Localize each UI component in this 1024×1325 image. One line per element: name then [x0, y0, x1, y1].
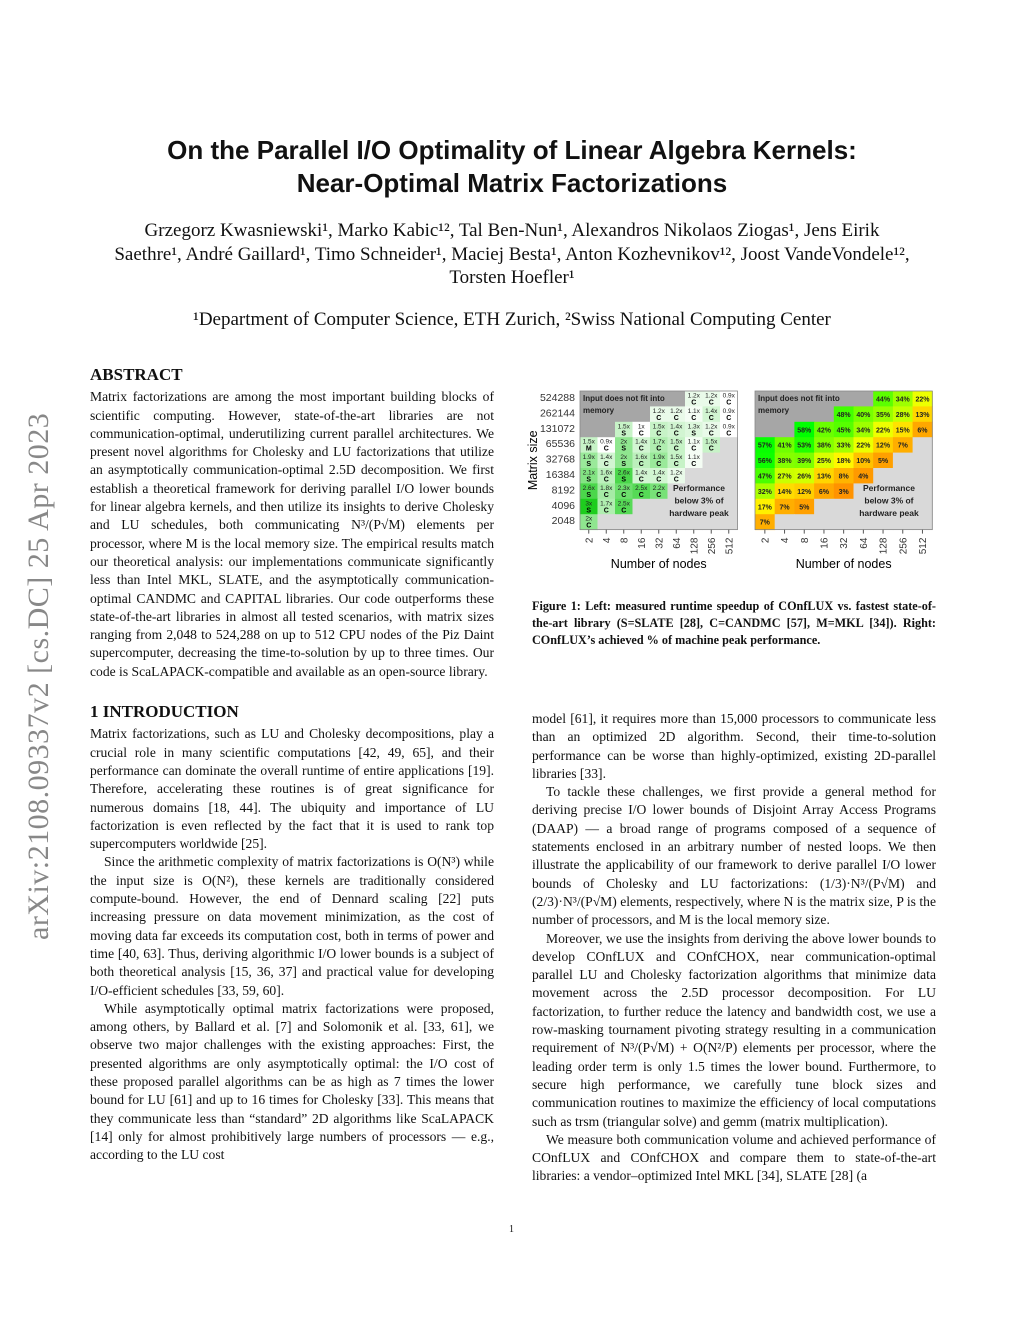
cell-value: 22%: [876, 427, 891, 435]
heatmap-cell: [913, 468, 933, 484]
cell-value: 40%: [856, 411, 871, 419]
annotation-top: memory: [758, 406, 790, 415]
page-number: 1: [509, 1224, 514, 1235]
cell-value: 33%: [836, 442, 851, 450]
heatmap-cell: [580, 422, 598, 438]
heatmap-cell: [633, 514, 651, 530]
x-tick-label: 512: [917, 537, 929, 555]
cell-value: 1.5x: [652, 423, 665, 431]
cell-value: 17%: [757, 504, 772, 512]
heatmap-cell: [668, 391, 686, 407]
heatmap-cell: [873, 468, 893, 484]
y-tick-label: 131072: [539, 422, 575, 435]
cell-value: 1.1x: [687, 407, 700, 415]
x-axis-label: Number of nodes: [610, 557, 707, 571]
cell-library: S: [586, 507, 592, 515]
body-paragraph: To tackle these challenges, we first provide a general method for deriving precise I/O lower bounds of Disjoint Array Access Programs (DAAP) — a broad range of programs composed of a sequence of statements enclosed in an arbitrary number of nested loops. We then illustrate the applicability of our framework to derive parallel I/O lower bounds of Cholesky and LU factorizations: (1/3)·N³/(P√M) and (2/3)·N³/(P√M) elements, respectively, where N is the matrix size, P is the number of processors, and M is the local memory size.: [532, 784, 936, 928]
heatmap-cell: [615, 406, 633, 422]
y-tick-label: 262144: [539, 407, 575, 420]
cell-value: 12%: [797, 488, 812, 496]
cell-library: C: [603, 445, 609, 453]
heatmap-cell: [633, 499, 651, 515]
cell-value: 2.5x: [617, 500, 630, 508]
heatmap-cell: [703, 468, 721, 484]
cell-library: C: [708, 445, 714, 453]
cell-library: C: [726, 430, 732, 438]
cell-value: 13%: [816, 473, 831, 481]
x-tick-label: 8: [619, 537, 631, 544]
cell-value: 1.4x: [652, 469, 665, 477]
cell-library: C: [586, 522, 592, 530]
cell-library: S: [586, 461, 592, 469]
cell-value: 18%: [836, 458, 851, 466]
cell-library: C: [621, 491, 627, 499]
y-tick-label: 4096: [551, 499, 575, 512]
figure-caption: Figure 1: Left: measured runtime speedup of COnfLUX vs. fastest state-of-the-art library (S=SLATE [28], C=CANDMC [57], M=MKL [34]). Right: COnfLUX’s achieved % of machine peak performance.: [532, 599, 936, 647]
cell-library: C: [726, 399, 732, 407]
cell-library: C: [621, 507, 627, 515]
cell-value: 56%: [757, 458, 772, 466]
y-axis-label: Matrix size: [526, 430, 540, 491]
x-tick-label: 32: [839, 537, 851, 549]
cell-value: 5%: [799, 504, 810, 512]
x-tick-label: 32: [654, 537, 666, 549]
cell-value: 32%: [757, 488, 772, 496]
y-tick-label: 65536: [545, 438, 575, 451]
cell-value: 1.2x: [705, 423, 718, 431]
heatmap-cell: [615, 514, 633, 530]
heatmap-cell: [834, 514, 854, 530]
cell-value: 8%: [838, 473, 849, 481]
annotation-bottom: below 3% of: [864, 495, 914, 506]
x-tick-label: 256: [898, 537, 910, 555]
cell-value: 2.2x: [652, 484, 665, 492]
heatmap-cell: [755, 422, 775, 438]
arxiv-stamp: arXiv:2108.09337v2 [cs.DC] 25 Apr 2023: [22, 412, 55, 940]
intro-paragraph: Matrix factorizations, such as LU and Cholesky decompositions, play a crucial role in many scientific computations [42, 49, 65], and their performance can dominate the overall runtime of entire applications [19]. Therefore, accelerating these routines is of great significance for numerous domains [18, 44]. The ubiquity and importance of LU factorization is even reflected by the fact that it is used to rank top supercomputers worldwide [25].: [90, 726, 494, 852]
author-list: Grzegorz Kwasniewski¹, Marko Kabic¹², Tal Ben-Nun¹, Alexandros Nikolaos Ziogas¹, Jens Eirik Saethre¹, André Gaillard¹, Timo Schneider¹, Maciej Besta¹, Anton Kozhevnikov¹², Joost VandeVondele¹², Torsten Hoefler¹: [114, 220, 910, 288]
annotation-bottom: Performance: [673, 483, 725, 494]
cell-value: 42%: [816, 427, 831, 435]
heatmap-cell: [893, 453, 913, 469]
cell-value: 1.4x: [600, 454, 613, 462]
heatmap-cell: [814, 514, 834, 530]
y-tick-label: 524288: [539, 392, 575, 404]
intro-paragraph: While asymptotically optimal matrix factorizations were proposed, among others, by Ballard et al. [7] and Solomonik et al. [33, 61], we observe two major challenges with the existing approaches: First, the presented algorithms are only asymptotically optimal: the I/O cost of these proposed parallel algorithms can be as high as 7 times the lower bound for LU [61] and up to 16 times for Cholesky [33]. This means that they communicate less than “standard” 2D algorithms like ScaLAPACK [14] only for almost prohibitively large numbers of processors — e.g., according to the LU cost: [90, 1000, 494, 1163]
cell-library: C: [638, 491, 644, 499]
cell-library: C: [656, 461, 662, 469]
cell-library: S: [621, 461, 627, 469]
cell-value: 6%: [917, 427, 928, 435]
cell-library: C: [656, 491, 662, 499]
heatmap-cell: [913, 453, 933, 469]
cell-value: 45%: [836, 427, 851, 435]
cell-value: 10%: [856, 458, 871, 466]
y-tick-label: 2048: [551, 515, 575, 528]
cell-value: 3%: [838, 488, 849, 496]
cell-value: 35%: [876, 411, 891, 419]
cell-value: 1.3x: [687, 423, 700, 431]
cell-value: 1.4x: [635, 438, 648, 446]
title-line-1: On the Parallel I/O Optimality of Linear Algebra Kernels:: [167, 135, 857, 165]
heatmap-cell: [794, 514, 814, 530]
cell-value: 27%: [777, 473, 792, 481]
cell-value: 41%: [777, 442, 792, 450]
cell-value: 7%: [759, 519, 770, 527]
heatmap-cell: [794, 406, 814, 422]
cell-library: C: [603, 507, 609, 515]
cell-value: 6%: [818, 488, 830, 496]
cell-value: 1.2x: [687, 392, 700, 400]
cell-value: 1.2x: [670, 469, 683, 477]
cell-value: 2.6x: [582, 484, 595, 492]
cell-library: C: [673, 414, 679, 422]
cell-value: 1.9x: [582, 454, 595, 462]
cell-value: 2x: [620, 438, 628, 446]
heatmap-cell: [685, 468, 703, 484]
cell-value: 7%: [897, 442, 908, 450]
cell-value: 2.5x: [635, 484, 648, 492]
heatmap-cell: [834, 499, 854, 515]
cell-value: 2.1x: [582, 469, 595, 477]
cell-value: 2.3x: [617, 484, 630, 492]
cell-value: 38%: [777, 458, 792, 466]
paper-title: [60, 134, 964, 200]
cell-value: 38%: [816, 442, 831, 450]
cell-library: C: [708, 399, 714, 407]
speedup-heatmap: [522, 388, 750, 573]
cell-value: 4%: [858, 473, 869, 481]
heatmap-cell: [814, 499, 834, 515]
cell-value: 26%: [797, 473, 812, 481]
cell-value: 2.6x: [617, 469, 630, 477]
cell-value: 39%: [797, 458, 812, 466]
cell-value: 1.7x: [600, 500, 613, 508]
cell-library: C: [691, 399, 697, 407]
cell-library: C: [638, 461, 644, 469]
x-tick-label: 4: [780, 537, 792, 544]
cell-value: 3x: [585, 500, 593, 508]
cell-value: 1.4x: [635, 469, 648, 477]
cell-library: C: [691, 461, 697, 469]
affiliations: ¹Department of Computer Science, ETH Zurich, ²Swiss National Computing Center: [193, 309, 831, 330]
cell-library: S: [691, 430, 697, 438]
cell-value: 1.1x: [687, 454, 700, 462]
annotation-bottom: hardware peak: [669, 508, 729, 519]
body-paragraph: Moreover, we use the insights from deriving the above lower bounds to develop COnfLUX and COnfCHOX, near communication-optimal parallel LU and Cholesky factorization algorithms that minimize data movement across the 2.5D processor decomposition. For LU factorization, to further reduce the latency and bandwidth cost, we use a row-masking tournament pivoting strategy resulting in a communication requirement of N³/(P√M) + O(N²/P) elements per processor, where the leading order term is only 1.5 times the lower bound. Furthermore, to secure high performance, we carefully tune block sizes and communication routines to maximize the efficiency of local computations such as trsm (triangular solve) and gemm (matrix multiplication).: [532, 930, 936, 1129]
abstract-heading: ABSTRACT: [90, 365, 183, 384]
intro-paragraph: Since the arithmetic complexity of matrix factorizations is O(N³) while the input size is O(N²), these kernels are traditionally considered compute-bound. However, the end of Dennard scaling [22] puts increasing pressure on data movement minimization, as the cost of moving data far exceeds its computation cost, both in terms of power and time [40, 63]. Thus, deriving algorithmic I/O lower bounds is a subject of both theoretical analysis [15, 36, 37] and practical value for developing I/O-efficient schedules [33, 59, 60].: [90, 854, 494, 998]
cell-value: 48%: [836, 411, 851, 419]
cell-library: S: [621, 476, 627, 484]
annotation-top: memory: [583, 406, 615, 415]
annotation-bottom: below 3% of: [674, 495, 724, 506]
cell-value: 47%: [757, 473, 772, 481]
title-line-2: Near-Optimal Matrix Factorizations: [296, 168, 728, 198]
cell-value: 13%: [915, 411, 930, 419]
right-column: [532, 710, 936, 1186]
annotation-bottom: Performance: [862, 483, 915, 494]
cell-value: 1.5x: [582, 438, 595, 446]
cell-value: 1.1x: [687, 438, 700, 446]
heatmap-cell: [913, 483, 933, 499]
left-column: [90, 366, 494, 1164]
cell-library: M: [585, 445, 592, 453]
heatmap-cell: [633, 406, 651, 422]
cell-value: 15%: [895, 427, 910, 435]
body-paragraph: model [61], it requires more than 15,000 processors to communicate less than an optimized 2D algorithm. Second, their time-to-solution performance can be worse than highly-optimized, existing 2D-parallel libraries [33].: [532, 711, 936, 781]
x-tick-label: 256: [706, 537, 718, 555]
cell-value: 22%: [915, 396, 930, 404]
annotation-bottom: hardware peak: [859, 508, 919, 519]
heatmap-cell: [893, 468, 913, 484]
x-tick-label: 128: [689, 537, 701, 555]
cell-value: 34%: [895, 396, 910, 404]
cell-value: 44%: [876, 396, 891, 404]
cell-library: C: [638, 476, 644, 484]
cell-value: 22%: [856, 442, 871, 450]
cell-library: C: [603, 461, 609, 469]
cell-value: 0.9x: [722, 392, 735, 400]
x-tick-label: 16: [636, 537, 648, 549]
cell-value: 2x: [620, 454, 628, 462]
cell-value: 1.9x: [652, 454, 665, 462]
x-tick-label: 2: [760, 537, 772, 544]
peak-performance-heatmap: [748, 388, 940, 573]
heatmap-cell: [703, 453, 721, 469]
cell-value: 1.4x: [705, 407, 718, 415]
cell-library: S: [621, 430, 627, 438]
cell-value: 5%: [877, 458, 889, 466]
cell-library: C: [638, 430, 644, 438]
cell-value: 12%: [876, 442, 891, 450]
x-tick-label: 2: [584, 537, 596, 544]
y-tick-label: 16384: [545, 469, 575, 481]
cell-library: C: [656, 414, 662, 422]
cell-value: 1.2x: [652, 407, 665, 415]
cell-library: C: [673, 445, 679, 453]
cell-value: 1.5x: [617, 423, 630, 431]
cell-value: 1.5x: [670, 454, 683, 462]
annotation-top: Input does not fit into: [758, 394, 840, 403]
cell-value: 0.9x: [600, 438, 613, 446]
x-tick-label: 128: [878, 537, 890, 555]
cell-value: 0.9x: [722, 407, 735, 415]
heatmap-cell: [720, 453, 738, 469]
cell-value: 1x: [637, 423, 645, 431]
x-tick-label: 16: [819, 537, 831, 549]
cell-value: 14%: [777, 488, 792, 496]
cell-library: C: [656, 476, 662, 484]
y-tick-label: 32768: [545, 453, 575, 466]
cell-value: 2x: [585, 515, 593, 523]
cell-value: 1.6x: [600, 469, 613, 477]
x-tick-label: 4: [601, 537, 613, 544]
cell-library: S: [586, 491, 592, 499]
abstract-text: Matrix factorizations are among the most important building blocks of scientific computing. However, state-of-the-art libraries are not communication-optimal, underutilizing current parallel architectures. We present novel algorithms for Cholesky and LU factorizations that utilize an asymptotically communication-optimal 2.5D decomposition. We first establish a theoretical framework for deriving parallel I/O lower bounds for linear algebra kernels, and then utilize its insights to derive Cholesky and LU schedules, both communicating N³/(P√M) elements per processor, where M is the local memory size. The empirical results match our theoretical analysis: our implementations communicate significantly less than Intel MKL, SLATE, and the asymptotically communication-optimal CANDMC and CAPITAL libraries. Our code outperforms these state-of-the-art libraries in almost all tested scenarios, with matrix sizes ranging from 2,048 to 524,288 on up to 512 CPU nodes of the Piz Daint supercomputer, decreasing the time-to-solution by up to three times. Our code is ScaLAPACK-compatible and available as an open-source library.: [90, 389, 494, 679]
cell-value: 0.9x: [722, 423, 735, 431]
x-tick-label: 64: [858, 537, 870, 549]
cell-value: 1.7x: [652, 438, 665, 446]
cell-value: 1.4x: [670, 423, 683, 431]
heatmap-cell: [775, 422, 795, 438]
x-axis-label: Number of nodes: [795, 557, 892, 571]
cell-library: C: [673, 461, 679, 469]
cell-value: 1.6x: [635, 454, 648, 462]
heatmap-cell: [650, 499, 668, 515]
cell-library: C: [691, 445, 697, 453]
cell-library: C: [603, 476, 609, 484]
cell-value: 1.8x: [600, 484, 613, 492]
cell-value: 1.5x: [705, 438, 718, 446]
heatmap-cell: [720, 437, 738, 453]
heatmap-cell: [913, 437, 933, 453]
heatmap-cell: [814, 406, 834, 422]
annotation-top: Input does not fit into: [583, 394, 665, 403]
cell-value: 57%: [757, 442, 772, 450]
cell-library: C: [691, 414, 697, 422]
cell-value: 25%: [816, 458, 831, 466]
cell-library: C: [708, 414, 714, 422]
cell-value: 28%: [895, 411, 910, 419]
heatmap-cell: [775, 514, 795, 530]
cell-library: C: [638, 445, 644, 453]
cell-value: 1.2x: [670, 407, 683, 415]
intro-heading: 1 INTRODUCTION: [90, 702, 239, 722]
cell-value: 1.5x: [670, 438, 683, 446]
y-tick-label: 8192: [551, 484, 575, 497]
cell-value: 7%: [779, 504, 790, 512]
heatmap-cell: [854, 391, 874, 407]
x-tick-label: 512: [724, 537, 736, 555]
cell-library: S: [586, 476, 592, 484]
cell-library: C: [603, 491, 609, 499]
cell-library: C: [656, 445, 662, 453]
cell-library: C: [673, 476, 679, 484]
cell-library: C: [673, 430, 679, 438]
cell-library: C: [656, 430, 662, 438]
heatmap-cell: [598, 422, 616, 438]
body-paragraph: We measure both communication volume and achieved performance of COnfLUX and COnfCHOX and compare them to state-of-the-art libraries: a vendor–optimized Intel MKL [34], SLATE [28] (a: [532, 1131, 936, 1184]
cell-value: 1.2x: [705, 392, 718, 400]
cell-library: C: [726, 414, 732, 422]
cell-library: C: [708, 430, 714, 438]
cell-value: 53%: [797, 442, 812, 450]
heatmap-cell: [650, 514, 668, 530]
x-tick-label: 64: [671, 537, 683, 549]
heatmap-cell: [720, 468, 738, 484]
cell-value: 58%: [797, 427, 812, 435]
cell-value: 34%: [856, 427, 871, 435]
x-tick-label: 8: [799, 537, 811, 544]
cell-library: S: [621, 445, 627, 453]
heatmap-cell: [598, 514, 616, 530]
